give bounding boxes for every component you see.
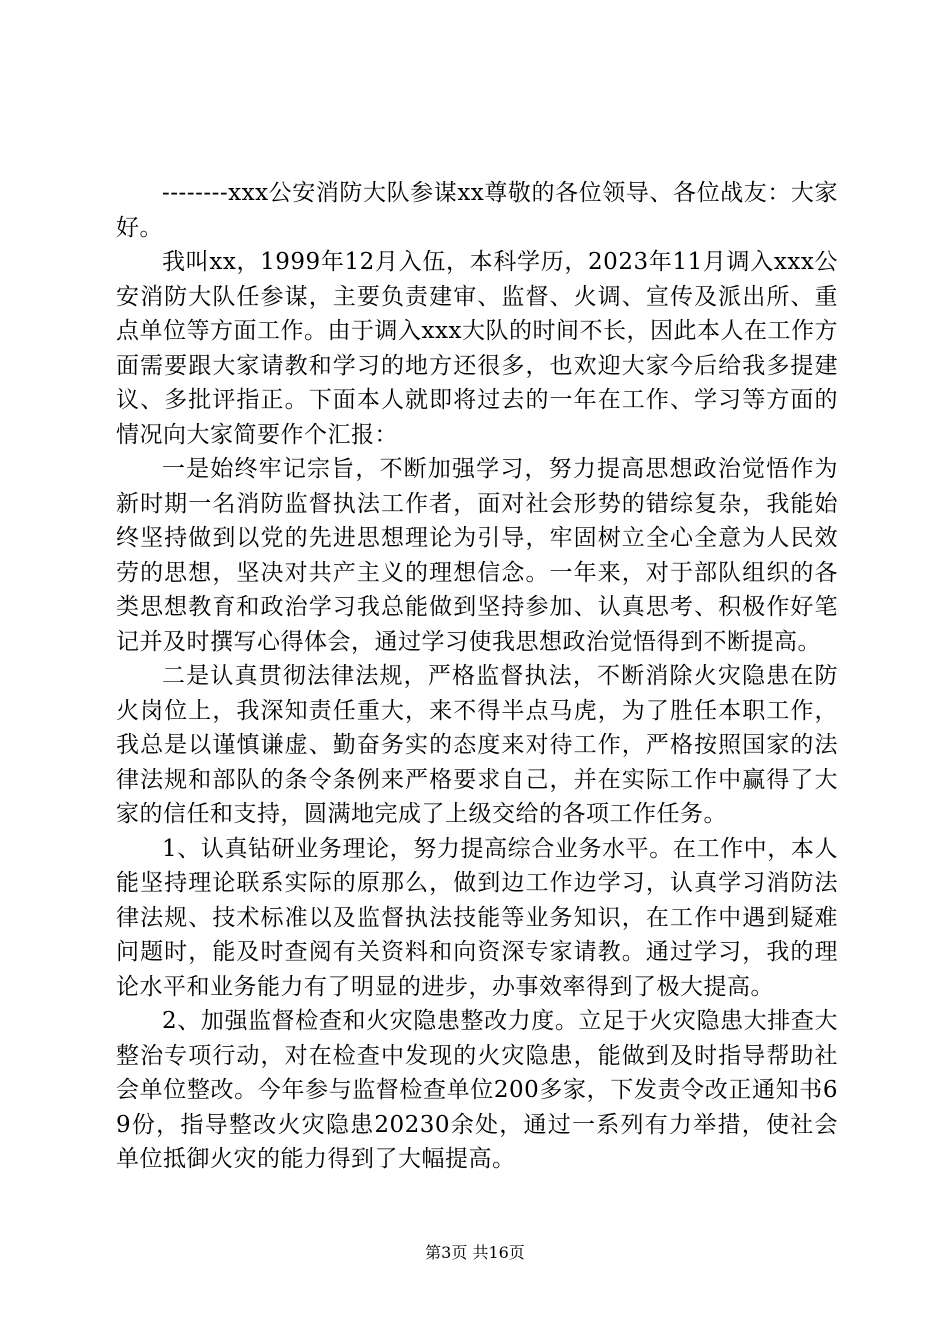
paragraph-political-study: 一是始终牢记宗旨，不断加强学习，努力提高思想政治觉悟作为新时期一名消防监督执法工作者，面对社会形势的错综复杂，我能始终坚持做到以党的先进思想理论为引导，牢固树立全心全意为人民效劳的思想，坚决对共产主义的理想信念。一年来，对于部队组织的各类思想教育和政治学习我总能做到坚持参加、认真思考、积极作好笔记并及时撰写心得体会，通过学习使我思想政治觉悟得到不断提高。 [116, 456, 838, 655]
paragraph-greeting: --------xxx公安消防大队参谋xx尊敬的各位领导、各位战友：大家好。 [116, 180, 838, 241]
paragraph-introduction: 我叫xx，1999年12月入伍，本科学历，2023年11月调入xxx公安消防大队任参谋，主要负责建审、监督、火调、宣传及派出所、重点单位等方面工作。由于调入xxx大队的时间不长，因此本人在工作方面需要跟大家请教和学习的地方还很多，也欢迎大家今后给我多提建议、多批评指正。下面本人就即将过去的一年在工作、学习等方面的情况向大家简要作个汇报： [116, 249, 838, 448]
paragraph-fire-inspection: 2、加强监督检查和火灾隐患整改力度。立足于火灾隐患大排查大整治专项行动，对在检查中发现的火灾隐患，能做到及时指导帮助社会单位整改。今年参与监督检查单位200多家，下发责令改正通知书69份，指导整改火灾隐患20230余处，通过一系列有力举措，使社会单位抵御火灾的能力得到了大幅提高。 [116, 1008, 838, 1172]
paragraph-business-theory: 1、认真钻研业务理论，努力提高综合业务水平。在工作中，本人能坚持理论联系实际的原那么，做到边工作边学习，认真学习消防法律法规、技术标准以及监督执法技能等业务知识，在工作中遇到疑难问题时，能及时查阅有关资料和向资深专家请教。通过学习，我的理论水平和业务能力有了明显的进步，办事效率得到了极大提高。 [116, 835, 838, 1000]
document-body [116, 176, 838, 1177]
paragraph-law-enforcement: 二是认真贯彻法律法规，严格监督执法，不断消除火灾隐患在防火岗位上，我深知责任重大，来不得半点马虎，为了胜任本职工作，我总是以谨慎谦虚、勤奋务实的态度来对待工作，严格按照国家的法律法规和部队的条令条例来严格要求自己，并在实际工作中赢得了大家的信任和支持，圆满地完成了上级交给的各项工作任务。 [116, 663, 838, 827]
page-footer: 第3页 共16页 [425, 1243, 525, 1262]
